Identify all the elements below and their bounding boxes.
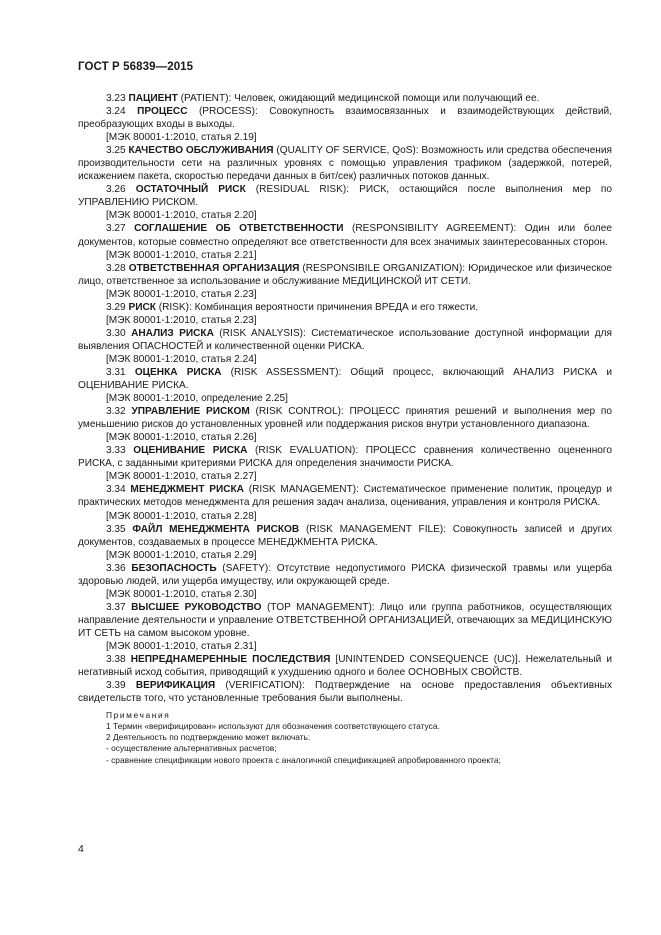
term-definition: (RESPONSIBILITY AGREEMENT): Один или более документов, которые совместно определяют все ответственности для всех значимых заинтересованных сторон. xyxy=(78,223,612,248)
term-definition: (PATIENT): Человек, ожидающий медицинской помощи или получающий ее. xyxy=(177,93,540,104)
source-reference: [МЭК 80001-1:2010, статья 2.23] xyxy=(106,288,257,300)
term-name: ОСТАТОЧНЫЙ РИСК xyxy=(135,184,246,196)
source-reference: [МЭК 80001-1:2010, статья 2.26] xyxy=(106,432,257,444)
term-name: БЕЗОПАСНОСТЬ xyxy=(131,562,217,574)
term-name: ОЦЕНИВАНИЕ РИСКА xyxy=(133,445,248,457)
term-number: 3.31 xyxy=(106,366,126,378)
term-entry xyxy=(78,405,612,431)
source-reference: [МЭК 80001-1:2010, статья 2.23] xyxy=(106,314,257,326)
term-number: 3.34 xyxy=(106,484,126,496)
term-entry xyxy=(78,144,612,183)
source-reference: [МЭК 80001-1:2010, статья 2.19] xyxy=(106,132,257,144)
source-reference: [МЭК 80001-1:2010, статья 2.27] xyxy=(106,471,257,483)
term-entry xyxy=(78,222,612,248)
term-name: ПРОЦЕСС xyxy=(137,106,188,118)
term-definition: (RISK): Комбинация вероятности причинения ВРЕДА и его тяжести. xyxy=(155,301,479,313)
term-definition: (RISK ASSESSMENT): Общий процесс, включающий АНАЛИЗ РИСКА и ОЦЕНИВАНИЕ РИСКА. xyxy=(78,366,612,392)
term-definition: (RESIDUAL RISK): РИСК, остающийся после выполнения мер по УПРАВЛЕНИЮ РИСКОМ. xyxy=(78,184,612,209)
term-entry xyxy=(78,562,612,588)
term-number: 3.30 xyxy=(106,327,126,339)
term-definition: (RISK MANAGEMENT FILE): Совокупность записей и других документов, создаваемых в процессе МЕНЕДЖМЕНТА РИСКА. xyxy=(78,523,613,548)
term-number: 3.24 xyxy=(106,106,126,118)
term-number: 3.32 xyxy=(106,406,126,418)
term-entry xyxy=(78,444,612,470)
term-name: ВЫСШЕЕ РУКОВОДСТВО xyxy=(131,601,262,613)
term-entry xyxy=(78,366,612,392)
term-number: 3.25 xyxy=(106,145,126,157)
term-entry xyxy=(78,105,612,131)
term-entry xyxy=(78,183,612,209)
note-line: 2 Деятельность по подтверждению может включать: xyxy=(106,732,311,743)
term-number: 3.26 xyxy=(106,184,126,196)
term-name: ОЦЕНКА РИСКА xyxy=(134,366,222,378)
term-number: 3.36 xyxy=(106,562,126,574)
source-reference: [МЭК 80001-1:2010, статья 2.21] xyxy=(106,249,257,261)
source-reference: [МЭК 80001-1:2010, статья 2.24] xyxy=(106,353,257,365)
term-definition: (RISK MANAGEMENT): Систематическое применение политик, процедур и практических методов менеджмента для решения задач анализа, оценивания, управления и контроля РИСКА. xyxy=(78,484,613,509)
term-name: НЕПРЕДНАМЕРЕННЫЕ ПОСЛЕДСТВИЯ xyxy=(130,654,331,666)
source-reference: [МЭК 80001-1:2010, определение 2.25] xyxy=(106,393,288,405)
note-line: - сравнение спецификации нового проекта с аналогичной спецификацией апробированного проекта; xyxy=(106,754,501,765)
term-definition: (RESPONSIBILE ORGANIZATION): Юридическое или физическое лицо, ответственное за использование и обслуживание МЕДИЦИНСКОЙ ИТ СЕТИ. xyxy=(78,262,612,287)
term-number: 3.35 xyxy=(106,523,126,535)
term-name: ВЕРИФИКАЦИЯ xyxy=(135,680,216,692)
document-body xyxy=(78,92,612,766)
term-number: 3.27 xyxy=(106,223,126,235)
term-entry xyxy=(78,679,612,705)
source-reference: [МЭК 80001-1:2010, статья 2.31] xyxy=(106,640,257,652)
term-name: ПАЦИЕНТ xyxy=(128,93,178,104)
term-entry xyxy=(78,653,612,679)
source-reference: [МЭК 80001-1:2010, статья 2.28] xyxy=(106,510,257,522)
term-number: 3.23 xyxy=(106,93,126,104)
term-name: АНАЛИЗ РИСКА xyxy=(131,327,214,339)
notes-block xyxy=(78,710,612,765)
term-name: ФАЙЛ МЕНЕДЖМЕНТА РИСКОВ xyxy=(132,523,300,535)
note-line: - осуществление альтернативных расчетов; xyxy=(106,743,277,754)
term-definition: [UNINTENDED CONSEQUENCE (UC)]. Нежелательный и негативный исход события, приводящий к ухудшению одного и более ОСНОВНЫХ СВОЙСТВ. xyxy=(78,654,612,679)
source-reference: [МЭК 80001-1:2010, статья 2.30] xyxy=(106,588,257,600)
term-name: ОТВЕТСТВЕННАЯ ОРГАНИЗАЦИЯ xyxy=(128,262,300,274)
term-definition: (TOP MANAGEMENT): Лицо или группа работников, осуществляющих направление деятельности и управление ОТВЕТСТВЕННОЙ ОРГАНИЗАЦИЕЙ, отвечающих за МЕДИЦИНСКУЮ ИТ СЕТЬ на самом высоком уровне. xyxy=(78,601,612,639)
term-definition: (RISK EVALUATION): ПРОЦЕСС сравнения количественно оцененного РИСКА, с заданными критериями РИСКА для определения значимости РИСКА. xyxy=(78,445,612,470)
note-line: 1 Термин «верифицирован» используют для обозначения соответствующего статуса. xyxy=(106,721,440,732)
term-entry xyxy=(78,523,612,549)
term-number: 3.38 xyxy=(106,654,126,666)
term-definition: (PROCESS): Совокупность взаимосвязанных и взаимодействующих действий, преобразующих входы в выходы. xyxy=(78,106,613,131)
term-name: МЕНЕДЖМЕНТ РИСКА xyxy=(130,484,244,496)
term-number: 3.29 xyxy=(106,301,126,313)
term-entry xyxy=(78,327,612,353)
term-entry xyxy=(78,92,612,105)
term-number: 3.39 xyxy=(106,680,126,692)
term-entry xyxy=(78,301,612,314)
term-list xyxy=(78,92,612,705)
term-name: РИСК xyxy=(128,301,156,313)
term-definition: (VERIFICATION): Подтверждение на основе предоставления объективных свидетельств того, что установленные требования были выполнены. xyxy=(78,680,612,705)
term-definition: (RISK ANALYSIS): Систематическое использование доступной информации для выявления ОПАСНОСТЕЙ и количественной оценки РИСКА. xyxy=(78,327,612,352)
term-number: 3.28 xyxy=(106,262,126,274)
term-number: 3.33 xyxy=(106,445,126,457)
term-entry xyxy=(78,262,612,288)
term-definition: (QUALITY OF SERVICE, QoS): Возможность или средства обеспечения производительности сети на различных уровнях с помощью управления трафиком (задержкой, потерей, искажением пакета, скоростью передачи данных в бит/сек) различных потоков данных. xyxy=(78,145,612,183)
page-number: 4 xyxy=(78,843,84,855)
source-reference: [МЭК 80001-1:2010, статья 2.20] xyxy=(106,210,257,222)
term-number: 3.37 xyxy=(106,601,126,613)
term-name: КАЧЕСТВО ОБСЛУЖИВАНИЯ xyxy=(128,145,274,157)
term-entry xyxy=(78,483,612,509)
term-name: УПРАВЛЕНИЕ РИСКОМ xyxy=(131,406,250,418)
term-definition: (SAFETY): Отсутствие недопустимого РИСКА физической травмы или ущерба здоровью людей, или ущерба имуществу, или окружающей среде. xyxy=(78,562,612,587)
notes-heading: Примечания xyxy=(106,710,171,721)
term-entry xyxy=(78,601,612,640)
term-name: СОГЛАШЕНИЕ ОБ ОТВЕТСТВЕННОСТИ xyxy=(134,223,344,235)
source-reference: [МЭК 80001-1:2010, статья 2.29] xyxy=(106,549,257,561)
term-definition: (RISK CONTROL): ПРОЦЕСС принятия решений и выполнения мер по уменьшению рисков до установленных уровней или поддержания рисков внутри установленного диапазона. xyxy=(78,406,612,431)
standard-header: ГОСТ Р 56839—2015 xyxy=(78,61,194,73)
